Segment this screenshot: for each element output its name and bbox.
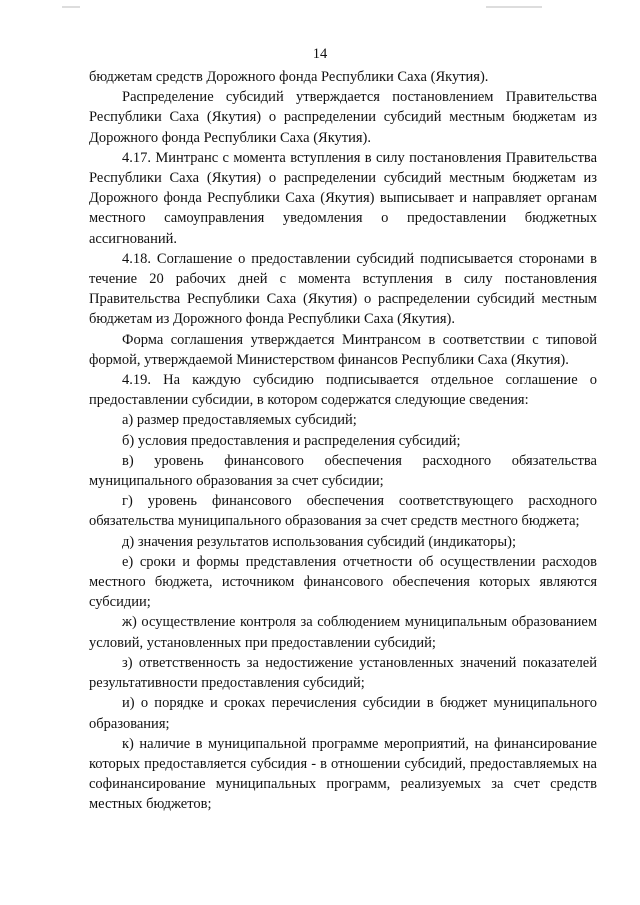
scan-mark-right (486, 6, 542, 8)
paragraph-4-18: 4.18. Соглашение о предоставлении субсидий подписывается сторонами в течение 20 рабочих дней с момента вступления в силу постановления Правительства Республики Саха (Якутия) о распределении субсидий местным бюджетам из Дорожного фонда Республики Саха (Якутия). (89, 250, 597, 328)
list-item-g: г) уровень финансового обеспечения соответствующего расходного обязательства муниципального образования за счет средств местного бюджета; (89, 493, 597, 530)
list-item-b: б) условия предоставления и распределения субсидий; (122, 432, 461, 449)
list-item-d: д) значения результатов использования субсидий (индикаторы); (122, 533, 517, 550)
paragraph-4-17: 4.17. Минтранс с момента вступления в силу постановления Правительства Республики Саха (Якутия) о распределении субсидий местным бюджетам из Дорожного фонда Республики Саха (Якутия) выписывает и направляет органам местного самоуправления уведомления о предоставлении бюджетных ассигнований. (89, 149, 597, 247)
list-item-v: в) уровень финансового обеспечения расходного обязательства муниципального образования за счет субсидии; (89, 452, 597, 490)
list-item-zh: ж) осуществление контроля за соблюдением муниципальным образованием условий, установленных при предоставлении субсидий; (89, 614, 597, 651)
paragraph-continuation: бюджетам средств Дорожного фонда Республики Саха (Якутия). (89, 69, 489, 85)
paragraph-4-19: 4.19. На каждую субсидию подписывается отдельное соглашение о предоставлении субсидии, в котором содержатся следующие сведения: (89, 372, 597, 409)
paragraph-agreement-form: Форма соглашения утверждается Минтрансом в соответствии с типовой формой, утверждаемой Министерством финансов Республики Саха (Якутия). (89, 331, 597, 368)
page-number: 14 (312, 46, 328, 62)
list-item-z: з) ответственность за недостижение установленных значений показателей результативности предоставления субсидий; (89, 654, 597, 692)
scan-mark-left (62, 6, 80, 8)
document-body (89, 67, 597, 815)
paragraph-distribution: Распределение субсидий утверждается постановлением Правительства Республики Саха (Якутия) о распределении субсидий местным бюджетам из Дорожного фонда Республики Саха (Якутия). (89, 89, 597, 146)
list-item-k: к) наличие в муниципальной программе мероприятий, на финансирование которых предоставляется субсидия - в отношении субсидий, предоставляемых на софинансирование муниципальных программ, реализуемых за счет средств местных бюджетов; (89, 735, 597, 813)
list-item-i: и) о порядке и сроках перечисления субсидии в бюджет муниципального образования; (89, 695, 597, 732)
list-item-a: а) размер предоставляемых субсидий; (122, 412, 357, 429)
list-item-e: е) сроки и формы представления отчетности об осуществлении расходов местного бюджета, источником финансового обеспечения которых являются субсидии; (89, 553, 597, 611)
